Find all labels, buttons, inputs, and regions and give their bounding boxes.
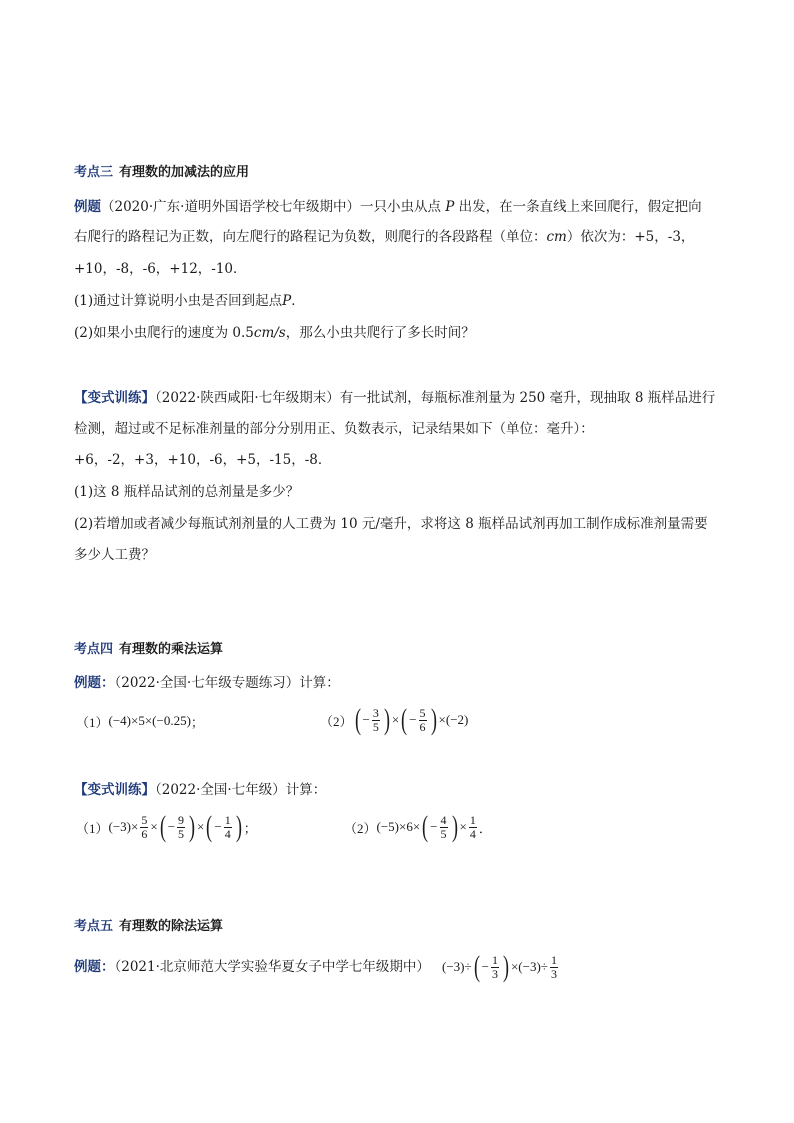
item-number: （2） xyxy=(344,820,377,836)
item-number: （1） xyxy=(76,714,109,730)
expr-end: ． xyxy=(478,820,492,836)
expr-text: ×(−3)÷ xyxy=(510,959,548,974)
times-sign: × xyxy=(391,712,400,727)
s3-example-line-3: +10，-8，-6，+12，-10． xyxy=(74,261,247,277)
expr-text: (−3)÷ xyxy=(442,959,472,974)
fraction: $\frac{5}{6}$ xyxy=(141,812,148,841)
unit-cm-s: cm/s xyxy=(253,325,286,341)
s4-example-source: （2022·全国·七年级专题练习）计算： xyxy=(114,675,340,691)
paren-group: ( − $\frac{9}{5}$ ) xyxy=(159,810,196,843)
section-4-label: 考点四 xyxy=(74,642,114,657)
expr-text: (−4)×5× xyxy=(108,713,153,728)
section-3-heading xyxy=(74,163,722,183)
section-5-title: 有理数的除法运算 xyxy=(119,919,224,934)
example-label: 例题： xyxy=(74,675,115,691)
fraction: $\frac{5}{6}$ xyxy=(419,705,426,734)
variant-training-label: 【变式训练】 xyxy=(74,782,155,798)
expr-text: (−5)×6× xyxy=(376,819,421,834)
s3-variant-question-2b: 多少人工费？ xyxy=(74,547,155,563)
item-number: （1） xyxy=(76,820,109,836)
expr-end: ； xyxy=(243,820,257,836)
section-4-heading xyxy=(74,640,722,660)
example-label: 例题 xyxy=(74,199,101,215)
fraction: $\frac{1}{4}$ xyxy=(224,812,231,841)
section-3-title: 有理数的加减法的应用 xyxy=(119,165,250,180)
s5-example-line xyxy=(74,957,444,977)
paren-group: ( − $\frac{1}{4}$ ) xyxy=(206,810,242,843)
fraction: $\frac{1}{4}$ xyxy=(469,812,476,841)
s3-variant-question-1: (1)这 8 瓶样品试剂的总剂量是多少？ xyxy=(74,484,300,500)
s4-variant-source: （2022·全国·七年级）计算： xyxy=(155,782,327,798)
s3-q2-text: (2)如果小虫爬行的速度为 0.5 xyxy=(74,325,254,341)
s3-variant-question-2a: (2)若增加或者减少每瓶试剂剂量的人工费为 10 元/毫升，求将这 8 瓶样品试剂再加工制作成标准剂量需要 xyxy=(74,516,708,532)
paren-group: ( − $\frac{4}{5}$ ) xyxy=(422,810,458,843)
s4-variant-expr-2 xyxy=(344,805,492,849)
s5-example-source: （2021·北京师范大学实验华夏女子中学七年级期中） xyxy=(114,959,430,975)
s3-question-1 xyxy=(74,291,722,311)
fraction: $\frac{9}{5}$ xyxy=(178,812,185,841)
expr-text: (−0.25) xyxy=(152,713,191,728)
s4-expr-1 xyxy=(76,704,204,738)
variant-training-label: 【变式训练】 xyxy=(74,390,155,406)
s3-example-text-2b: ）依次为：+5，-3， xyxy=(566,229,695,245)
point-p: P xyxy=(282,293,292,309)
s3-example-text-1b: 出发，在一条直线上来回爬行，假定把向 xyxy=(458,199,702,215)
s3-example-text-2a: 右爬行的路程记为正数，向左爬行的路程记为负数，则爬行的各段路程（单位： xyxy=(74,229,547,245)
s3-example-text-1: （2020·广东·道明外国语学校七年级期中）一只小虫从点 xyxy=(101,199,441,215)
expr-text: ×(−2) xyxy=(438,712,469,727)
fraction: $\frac{1}{3}$ xyxy=(491,952,498,981)
times-sign: × xyxy=(197,819,205,834)
paren-group: ( − $\frac{5}{6}$ ) xyxy=(401,703,437,736)
expr-end: ； xyxy=(190,714,204,730)
s3-example-line-2 xyxy=(74,227,722,247)
fraction: $\frac{3}{5}$ xyxy=(372,705,379,734)
s4-variant-line xyxy=(74,780,722,800)
section-3-label: 考点三 xyxy=(74,165,114,180)
point-p: P xyxy=(445,199,455,215)
example-label: 例题： xyxy=(74,959,115,975)
s3-q1-text: (1)通过计算说明小虫是否回到起点 xyxy=(74,293,283,309)
s3-q1-end: ． xyxy=(291,293,305,309)
times-sign: × xyxy=(150,819,158,834)
paren-group: ( − $\frac{3}{5}$ ) xyxy=(354,703,390,736)
s3-q2-end: ，那么小虫共爬行了多长时间？ xyxy=(285,325,475,341)
s4-example-line xyxy=(74,673,722,693)
section-4-title: 有理数的乘法运算 xyxy=(119,642,224,657)
s3-variant-line-2: 检测，超过或不足标准剂量的部分分别用正、负数表示，记录结果如下（单位：毫升）： xyxy=(74,421,594,437)
section-5-label: 考点五 xyxy=(74,919,114,934)
s4-variant-expr-1 xyxy=(76,805,257,849)
s3-variant-text-1: （2022·陕西咸阳·七年级期末）有一批试剂，每瓶标准剂量为 250 毫升，现抽取 8 瓶样品进行 xyxy=(155,390,716,406)
section-5-heading xyxy=(74,917,722,937)
s3-variant-line-3: +6，-2，+3，+10，-6，+5，-15，-8． xyxy=(74,452,332,468)
paren-group: ( − $\frac{1}{3}$ ) xyxy=(473,950,509,983)
s5-expr xyxy=(442,945,560,989)
s4-expr-2 xyxy=(320,698,468,742)
fraction: $\frac{4}{5}$ xyxy=(440,812,447,841)
times-sign: × xyxy=(459,819,467,834)
unit-cm: cm xyxy=(546,229,567,245)
expr-text: (−3)× xyxy=(108,819,139,834)
s3-example-line-1 xyxy=(74,197,722,217)
item-number: （2） xyxy=(320,713,353,729)
s3-variant-line-1 xyxy=(74,388,722,408)
fraction: $\frac{1}{3}$ xyxy=(550,952,557,981)
s3-question-2 xyxy=(74,323,722,343)
